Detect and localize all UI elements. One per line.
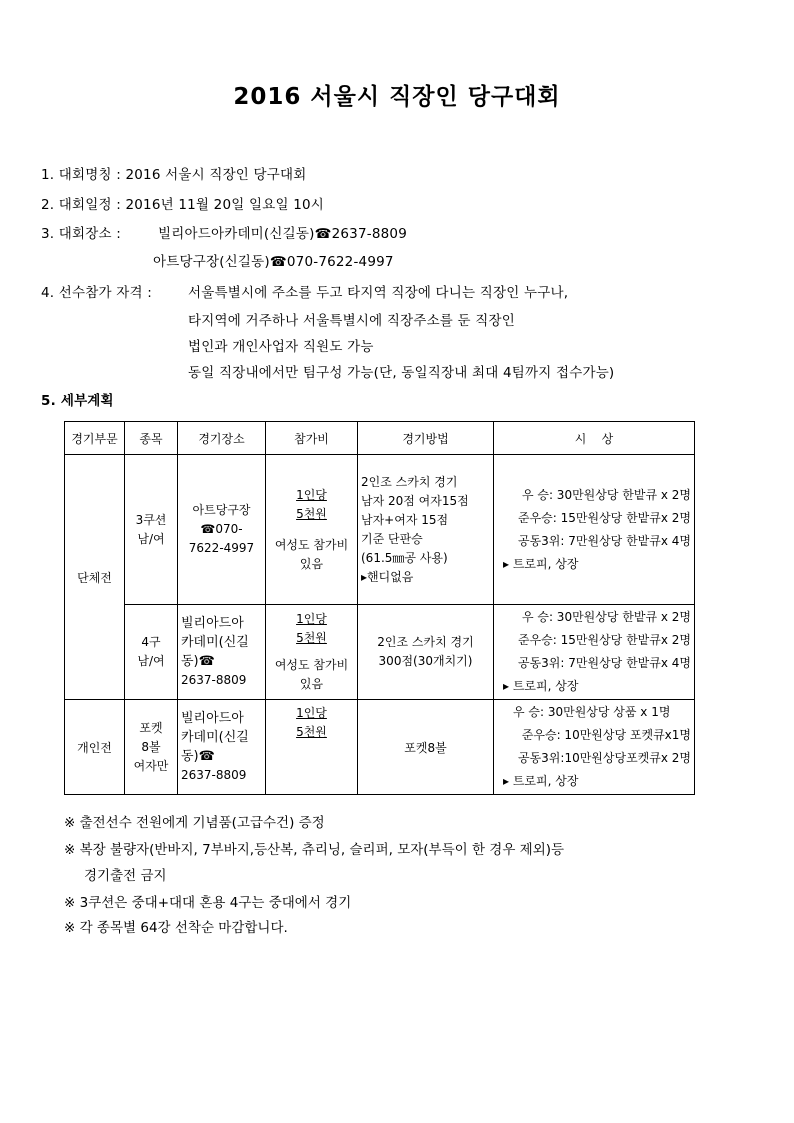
- event-cell: [125, 700, 178, 795]
- venue-line: 아트당구장: [192, 503, 251, 517]
- venue-line: 빌리아드아: [181, 616, 244, 631]
- fee-cell: [266, 700, 358, 795]
- individual-category-cell: [65, 700, 125, 795]
- method-line: ▸핸디없음: [361, 569, 414, 584]
- fee-note-line: 있음: [299, 556, 324, 571]
- event-line: 8볼: [141, 739, 161, 754]
- note-table-type: ※ 3쿠션은 중대+대대 혼용 4구는 중대에서 경기: [64, 895, 352, 911]
- prize-line: 우 승: 30만원상당 한밭큐 x 2명: [521, 487, 691, 502]
- method-cell: [358, 455, 494, 605]
- venue-cell: [178, 455, 266, 605]
- note-dress-code: ※ 복장 불량자(반바지, 7부바지,등산복, 츄리닝, 슬리퍼, 모자(부득이 한 경우 제외)등: [64, 842, 565, 858]
- fee-note-line: 있음: [299, 677, 324, 691]
- method-line: 포켓8볼: [404, 740, 447, 755]
- venue-line: 2637-8809: [181, 768, 247, 782]
- prize-line: ▸ 트로피, 상장: [503, 774, 579, 788]
- table-row: [65, 455, 695, 605]
- event-line: 3쿠션: [135, 512, 167, 527]
- fee-line: 1인당: [296, 612, 327, 626]
- header-category: 경기부문: [65, 422, 125, 455]
- venue-cell: [178, 700, 266, 795]
- fee-note-line: 여성도 참가비: [274, 537, 349, 552]
- venue-line: 동)☎: [181, 654, 215, 669]
- prize-line: 준우승: 10만원상당 포켓큐x1명: [521, 728, 691, 742]
- prize-line: 준우승: 15만원상당 한밭큐x 2명: [517, 510, 691, 525]
- team-category-label: 단체전: [77, 570, 112, 585]
- header-event: 종목: [125, 422, 178, 455]
- method-line: 기준 단판승: [361, 531, 423, 546]
- method-cell: [358, 700, 494, 795]
- info-item-schedule: 2. 대회일정 : 2016년 11월 20일 일요일 10시: [41, 197, 325, 213]
- header-fee: 참가비: [266, 422, 358, 455]
- note-deadline: ※ 각 종목별 64강 선착순 마감합니다.: [64, 920, 288, 936]
- event-cell: [125, 605, 178, 700]
- document-title: 2016 서울시 직장인 당구대회: [233, 84, 561, 110]
- fee-line: 5천원: [296, 506, 327, 521]
- method-line: 2인조 스카치 경기: [377, 635, 474, 649]
- event-line: 남/여: [137, 531, 165, 546]
- venue-line: 7622-4997: [188, 541, 255, 555]
- fee-line: 1인당: [296, 706, 327, 720]
- event-line: 남/여: [137, 654, 165, 668]
- prize-line: 공동3위: 7만원상당 한밭큐x 4명: [517, 656, 691, 670]
- note-souvenir: ※ 출전선수 전원에게 기념품(고급수건) 증정: [64, 815, 325, 831]
- event-line: 4구: [141, 635, 161, 649]
- header-venue: 경기장소: [178, 422, 266, 455]
- note-dress-code-cont: 경기출전 금지: [84, 868, 167, 884]
- info-item-eligibility-label: 4. 선수참가 자격 :: [41, 285, 152, 301]
- info-item-detail-plan: 5. 세부계획: [41, 393, 114, 409]
- prize-line: 준우승: 15만원상당 한밭큐x 2명: [517, 633, 691, 647]
- team-category-cell: [65, 455, 125, 700]
- header-method: 경기방법: [358, 422, 494, 455]
- info-item-venue-2: 아트당구장(신길동)☎070-7622-4997: [153, 254, 394, 270]
- venue-line: 빌리아드아: [181, 711, 244, 726]
- info-item-venue-1: 빌리아드아카데미(신길동)☎2637-8809: [158, 226, 407, 242]
- table-row: [65, 700, 695, 795]
- method-line: 2인조 스카치 경기: [361, 474, 458, 489]
- table-row: [65, 605, 695, 700]
- venue-line: 카데미(신길: [181, 635, 249, 650]
- fee-cell: [266, 455, 358, 605]
- info-eligibility-line-1: 서울특별시에 주소를 두고 타지역 직장에 다니는 직장인 누구나,: [188, 285, 569, 301]
- prize-line: 공동3위:10만원상당포켓큐x 2명: [517, 751, 691, 765]
- fee-line: 5천원: [296, 631, 327, 645]
- header-prize: 시 상: [494, 422, 695, 455]
- info-eligibility-line-2: 타지역에 거주하나 서울특별시에 직장주소를 둔 직장인: [188, 313, 515, 329]
- prize-cell: [494, 605, 695, 700]
- info-eligibility-line-4: 동일 직장내에서만 팀구성 가능(단, 동일직장내 최대 4팀까지 접수가능): [188, 365, 615, 381]
- venue-line: 카데미(신길: [181, 730, 249, 745]
- prize-line: 우 승: 30만원상당 상품 x 1명: [513, 705, 671, 719]
- fee-line: 1인당: [296, 487, 327, 502]
- fee-cell: [266, 605, 358, 700]
- event-cell: [125, 455, 178, 605]
- prize-line: ▸ 트로피, 상장: [503, 679, 579, 693]
- venue-line: ☎070-: [200, 522, 243, 536]
- method-line: 남자 20점 여자15점: [361, 493, 469, 508]
- fee-note-line: 여성도 참가비: [274, 658, 349, 672]
- venue-line: 2637-8809: [181, 673, 247, 687]
- table-header-row: [65, 422, 695, 455]
- prize-line: 공동3위: 7만원상당 한밭큐x 4명: [517, 533, 691, 548]
- info-item-venue-label: 3. 대회장소 :: [41, 226, 121, 242]
- prize-line: ▸ 트로피, 상장: [503, 556, 579, 571]
- event-line: 여자만: [133, 758, 169, 773]
- detail-plan-table: [64, 421, 695, 795]
- info-eligibility-line-3: 법인과 개인사업자 직원도 가능: [188, 339, 374, 355]
- venue-line: 동)☎: [181, 749, 215, 764]
- event-line: 포켓: [139, 720, 163, 735]
- method-line: (61.5㎜공 사용): [361, 550, 448, 565]
- fee-line: 5천원: [296, 725, 327, 739]
- individual-category-label: 개인전: [77, 740, 112, 755]
- prize-line: 우 승: 30만원상당 한밭큐 x 2명: [521, 610, 691, 624]
- method-cell: [358, 605, 494, 700]
- info-item-name: 1. 대회명칭 : 2016 서울시 직장인 당구대회: [41, 167, 307, 183]
- prize-cell: [494, 455, 695, 605]
- prize-cell: [494, 700, 695, 795]
- method-line: 300점(30개치기): [378, 654, 473, 668]
- method-line: 남자+여자 15점: [361, 512, 449, 527]
- venue-cell: [178, 605, 266, 700]
